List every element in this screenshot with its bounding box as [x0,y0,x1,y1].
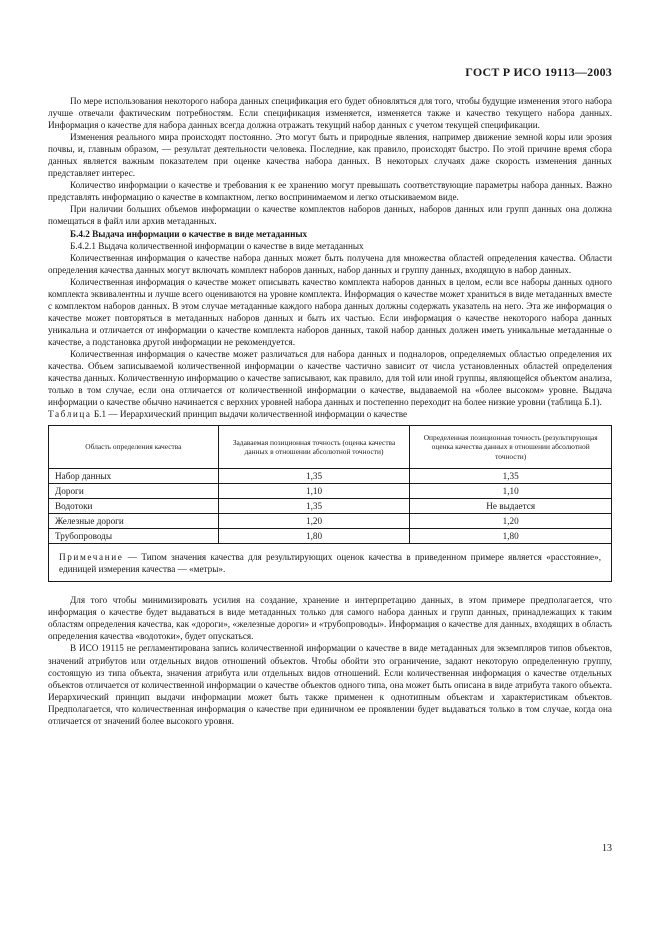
table-cell: Водотоки [49,499,219,514]
table-cell: 1,80 [410,529,612,544]
table-cell: 1,35 [218,499,410,514]
section-number: Б.4.2 [70,228,90,239]
table-cell: Не выдается [410,499,612,514]
standard-header: ГОСТ Р ИСО 19113—2003 [465,65,612,79]
page-number: 13 [602,843,612,854]
table-cell: Железные дороги [49,514,219,529]
note-text: — Типом значения качества для результирующих оценок качества в приведенном примере является «расстояние», единицей измерения качества — «метры». [59,552,602,575]
table-caption-prefix: Таблица [48,409,92,420]
table-header-cell: Область определения качества [49,426,219,469]
paragraph: Количественная информация о качестве набора данных может быть получена для множества областей определения качества. Области определения качества данных могут включать комплект наборов данных, набор данных и группу данных, входящую в набор данных. [48,252,612,275]
note-label: Примечание [59,552,124,563]
table-cell: Трубопроводы [49,529,219,544]
table-row [49,514,612,529]
table-note-row [49,544,612,582]
table-header-row [49,426,612,469]
table-cell: Набор данных [49,469,219,484]
table-caption [48,408,612,420]
paragraph: Изменения реального мира происходят постоянно. Это могут быть и природные явления, например движение земной коры или эрозия почвы, и, главным образом, — результат деятельности человека. Последние, как правило, происходят быстро. По этой причине время сбора данных является важным показателем при оценке качества набора данных. В некоторых случаях даже скорость изменения данных представляет интерес. [48,132,612,179]
table-caption-text: Б.1 — Иерархический принцип выдачи количественной информации о качестве [93,409,408,420]
quality-table [48,425,612,582]
table-header-cell: Задаваемая позиционная точность (оценка качества данных в отношении абсолютной точности) [218,426,410,469]
table-cell: 1,35 [410,469,612,484]
table-cell: 1,80 [218,529,410,544]
table-cell: 1,35 [218,469,410,484]
table-row [49,469,612,484]
table-note [49,544,612,582]
body-text [48,95,612,727]
table-cell: 1,10 [218,484,410,499]
paragraph: По мере использования некоторого набора данных спецификация его будет обновляться для того, чтобы будущие изменения этого набора лучше отвечали фактическим потребностям. Если спецификация изменяется, изменяется также и качество текущего набора данных. Информация о качестве для набора данных всегда должна отражать текущий набор данных с учетом текущей спецификации. [48,96,612,131]
table-cell: Дороги [49,484,219,499]
table-cell: 1,20 [410,514,612,529]
section-title: Выдача информации о качестве в виде метаданных [92,228,308,239]
table-header-cell: Определенная позиционная точность (результирующая оценка качества данных в отношении абсолютной точности) [410,426,612,469]
section-heading [48,228,612,240]
table-cell: 1,10 [410,484,612,499]
subsection-heading: Б.4.2.1 Выдача количественной информации о качестве в виде метаданных [70,240,364,251]
paragraphs-after [48,594,612,727]
table-row [49,484,612,499]
paragraph: В ИСО 19115 не регламентирована запись количественной информации о качестве в виде метаданных для экземпляров типов объектов, значений атрибутов или отдельных видов отношений объектов. Чтобы обойти это ограничение, задают некоторую определенную группу, состоящую из типа объекта, значения атрибута или отдельных видов отношений. Если количественная информация о качестве отдельных объектов отличается от количественной информации о качестве объектов одного типа, она может быть описана в виде атрибута такого объекта. Иерархический принцип выдачи информации может быть также применен к однотипным объектам и характеристикам объектов. Предполагается, что количественная информация о качестве при единичном ее проявлении будет выдаваться только в том случае, когда она отличается от значений более высокого уровня. [48,643,612,726]
paragraph: Количественная информация о качестве может различаться для набора данных и подналоров, определяемых областью определения их качества. Объем записываемой количественной информации о качестве частично зависит от числа установленных областей определения качества данных. Количественную информацию о качестве записывают, как правило, для той или иной группы, являющейся объектом анализа, только в том случае, если она отличается от количественной информации о качестве, выдаваемой на «более высоком» уровне. Выдача информации о качестве обычно начинается с верхних уровней набора данных и постепенно переходит на более низкие уровни (таблица Б.1). [48,348,612,408]
paragraph: Для того чтобы минимизировать усилия на создание, хранение и интерпретацию данных, в этом примере предполагается, что информация о качестве будет выдаваться в виде метаданных только для самого набора данных и групп данных, принадлежащих к таким областям определения качества, как «дороги», «железные дороги» и «трубопроводы». Информация о качестве для данных, входящих в область определения качества «водотоки», будет опускаться. [48,595,612,642]
paragraph: Количественная информация о качестве может описывать качество комплекта наборов данных в целом, если все наборы данных одного комплекта эквивалентны и лучше всего оцениваются на уровне комплекта. Информация о качестве может храниться в виде метаданных вместе с комплектом наборов данных. В этом случае метаданные каждого набора данных должны содержать указатель на него. Эта же информация о качестве может повторяться в метаданных наборов данных и быть их частью. Если информация о качестве некоторого набора данных уникальна и отличается от информации о качестве комплекта наборов данных, такой набор данных должен иметь уникальные метаданные о качестве, а подстановка другой информации не рекомендуется. [48,276,612,347]
table-row [49,529,612,544]
table-cell: 1,20 [218,514,410,529]
paragraph: Количество информации о качестве и требования к ее хранению могут превышать соответствующие параметры набора данных. Важно представлять информацию о качестве в компактном, легко воспринимаемом и легко отыскиваемом виде. [48,180,612,203]
paragraph: При наличии больших объемов информации о качестве комплектов наборов данных, наборов данных или групп данных она должна помещаться в файл или архив метаданных. [48,204,612,227]
table-row [49,499,612,514]
